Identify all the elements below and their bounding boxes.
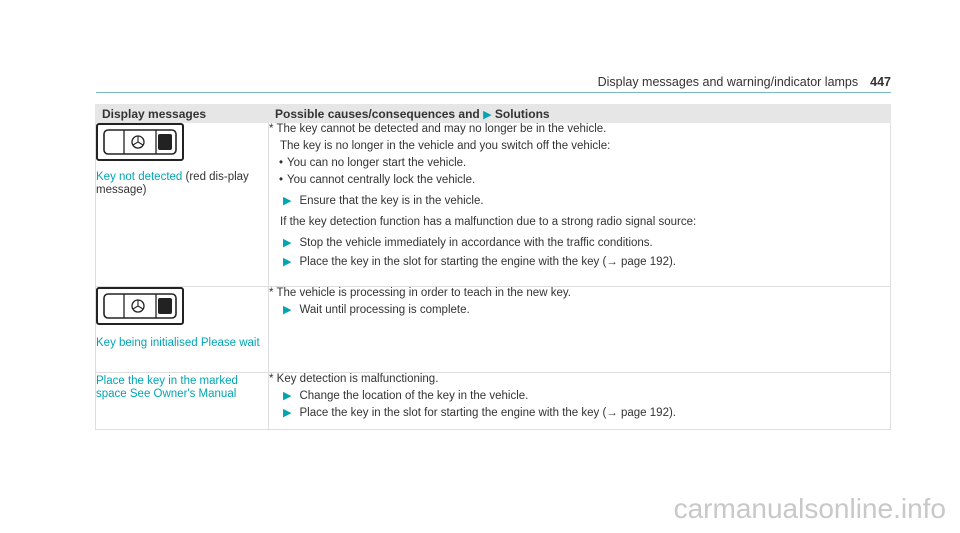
action-item — [269, 195, 890, 208]
action-text: Place the key in the slot for starting the engine with the key (→ page 192). — [299, 256, 676, 268]
action-item — [269, 237, 890, 250]
message-label-key-being-initialised: Key being initialised Please wait — [96, 337, 260, 349]
pointer-icon: ▶ — [283, 390, 292, 402]
key-fob-icon — [98, 289, 182, 323]
action-text: Wait until processing is complete. — [299, 304, 470, 316]
col-header-display-messages: Display messages — [96, 105, 269, 123]
cause-line: The key is no longer in the vehicle and you switch off the vehicle: — [280, 140, 611, 152]
col-header-causes: Possible causes/consequences and — [275, 106, 480, 121]
header-title: Display messages and warning/indicator lamps — [597, 75, 859, 89]
display-messages-table — [95, 104, 891, 430]
action-item — [269, 256, 890, 269]
action-item — [269, 390, 890, 403]
col-header-solutions: Solutions — [494, 106, 550, 121]
bullet-item: • You can no longer start the vehicle. — [269, 157, 890, 170]
page-header — [96, 74, 891, 93]
bullet-item: • You cannot centrally lock the vehicle. — [269, 174, 890, 187]
pointer-icon: ▶ — [283, 304, 292, 316]
message-label-suffix: (red dis-play message) — [96, 171, 249, 196]
message-cell — [96, 287, 269, 373]
pointer-icon: ▶ — [283, 407, 292, 419]
key-icon — [96, 287, 184, 325]
message-label-key-not-detected: Key not detected — [96, 171, 183, 183]
message-cell — [96, 373, 269, 430]
cause-line: * Key detection is malfunctioning. — [269, 373, 439, 385]
cause-line: * The vehicle is processing in order to teach in the new key. — [269, 287, 571, 299]
key-icon — [96, 123, 184, 161]
solution-cell — [269, 123, 891, 287]
solution-cell — [269, 373, 891, 430]
note-line: If the key detection function has a malfunction due to a strong radio signal source: — [280, 216, 697, 228]
action-text: Ensure that the key is in the vehicle. — [299, 195, 484, 207]
action-text: Stop the vehicle immediately in accordance with the traffic conditions. — [299, 237, 653, 249]
pointer-icon: ▶ — [283, 237, 292, 249]
solution-cell — [269, 287, 891, 373]
table-row — [96, 287, 891, 373]
action-item — [269, 407, 890, 420]
action-item — [269, 304, 890, 317]
table-row — [96, 373, 891, 430]
table-header-row — [96, 105, 891, 123]
message-label-place-key: Place the key in the marked space See Owner's Manual — [96, 375, 238, 400]
pointer-icon: ▶ — [483, 108, 492, 121]
pointer-icon: ▶ — [283, 195, 292, 207]
table-row — [96, 123, 891, 287]
pointer-icon: ▶ — [283, 256, 292, 268]
message-cell — [96, 123, 269, 287]
action-text: Change the location of the key in the vehicle. — [299, 390, 529, 402]
watermark: carmanualsonline.info — [673, 493, 946, 524]
action-text: Place the key in the slot for starting the engine with the key (→ page 192). — [299, 407, 676, 419]
cause-line: * The key cannot be detected and may no longer be in the vehicle. — [269, 123, 607, 135]
col-header-causes-solutions — [269, 105, 891, 123]
page-number: 447 — [870, 75, 891, 89]
key-fob-icon — [98, 125, 182, 159]
